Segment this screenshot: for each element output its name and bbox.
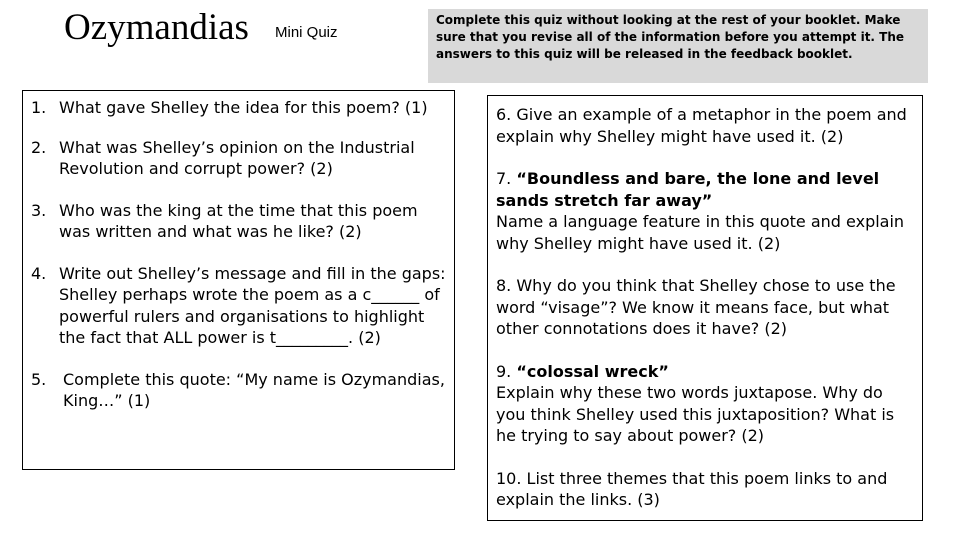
left-question-box: [22, 90, 455, 470]
question-1: [31, 97, 446, 119]
question-4: [31, 263, 446, 349]
question-text: 6. Give an example of a metaphor in the poem and explain why Shelley might have used it. (2): [496, 105, 907, 146]
question-quote: “Boundless and bare, the lone and level sands stretch far away”: [496, 169, 880, 210]
right-question-box: [487, 95, 923, 521]
question-8: [496, 275, 914, 340]
page-subtitle: Mini Quiz: [275, 24, 338, 41]
question-5: [31, 369, 446, 412]
question-9: [496, 361, 914, 447]
question-number: 5.: [31, 369, 47, 389]
question-text: What gave Shelley the idea for this poem? (1): [59, 98, 428, 117]
question-number: 2.: [31, 137, 47, 157]
question-text: Complete this quote: “My name is Ozymandias, King…” (1): [63, 369, 445, 410]
question-text: Who was the king at the time that this poem was written and what was he like? (2): [59, 200, 418, 241]
question-3: [31, 200, 446, 243]
instructions-box: Complete this quiz without looking at the rest of your booklet. Make sure that you revise all of the information before you attempt it. The answers to this quiz will be released in the feedback booklet.: [428, 9, 928, 83]
question-quote: “colossal wreck”: [516, 361, 669, 381]
question-text: Explain why these two words juxtapose. Why do you think Shelley used this juxtaposition? What is he trying to say about power? (2): [496, 383, 895, 445]
question-text: What was Shelley’s opinion on the Industrial Revolution and corrupt power? (2): [59, 137, 415, 178]
question-6: [496, 104, 914, 147]
question-number: 4.: [31, 263, 47, 283]
question-2: [31, 137, 446, 180]
question-text: 8. Why do you think that Shelley chose to use the word “visage”? We know it means face, but what other connotations does it have? (2): [496, 276, 896, 338]
question-number: 7.: [496, 169, 517, 188]
question-text: Name a language feature in this quote and explain why Shelley might have used it. (2): [496, 212, 905, 253]
page-title: Ozymandias: [64, 7, 249, 48]
question-text: 10. List three themes that this poem links to and explain the links. (3): [496, 468, 888, 509]
question-10: [496, 468, 914, 511]
question-7: [496, 168, 914, 254]
question-number: 9.: [496, 361, 517, 381]
question-text: Write out Shelley’s message and fill in the gaps: Shelley perhaps wrote the poem as a c______ of powerful rulers and organisations to highlight the fact that ALL power is t_________. (2): [59, 263, 446, 347]
question-number: 1.: [31, 98, 47, 117]
question-number: 3.: [31, 200, 47, 220]
